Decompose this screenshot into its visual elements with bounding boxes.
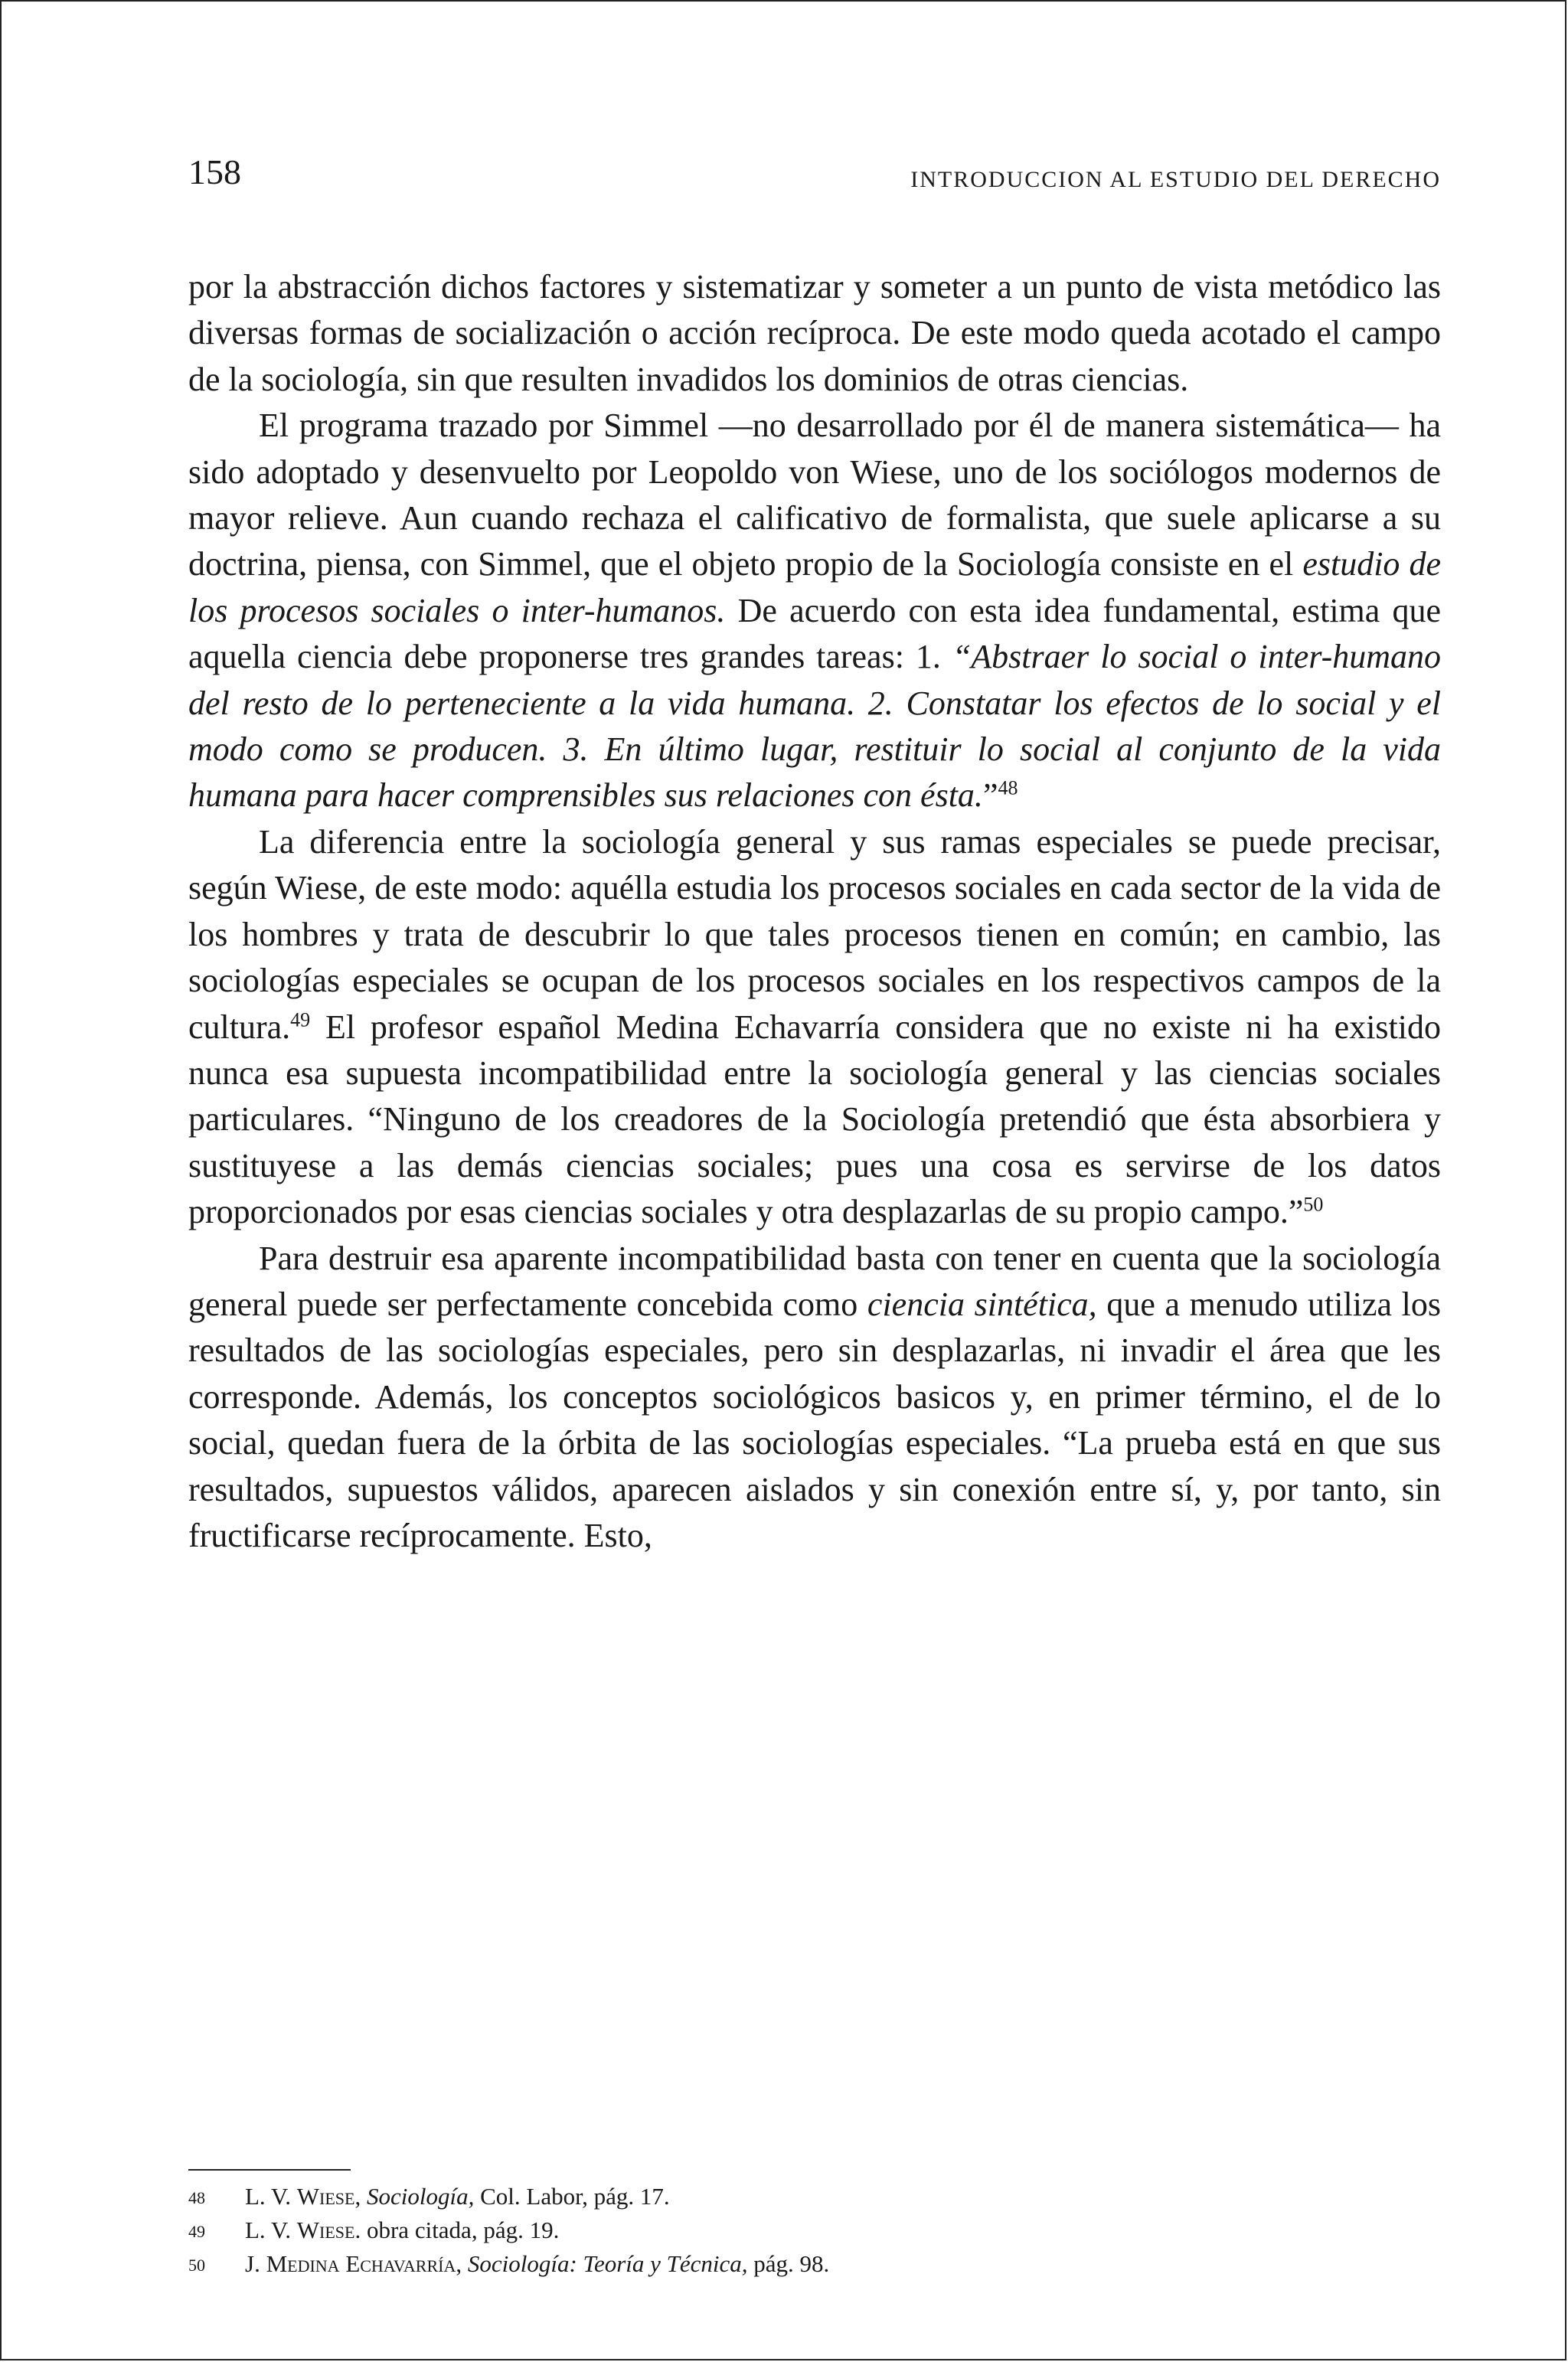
footnote-50 — [188, 2248, 1441, 2282]
footnote-text-a: L. V. — [245, 2217, 297, 2243]
footnote-text-c: pág. 98. — [747, 2250, 830, 2277]
body-text — [188, 264, 1441, 1559]
footnote-title: Sociología, — [366, 2183, 475, 2210]
footnote-text — [245, 2248, 829, 2282]
paragraph-4-text-c: que a menudo utiliza los resultados de las sociologías especiales, pero sin desplazarlas, ni invadir el área que les corresponde. Además, los conceptos sociológicos basicos y, en primer término, el de lo social, quedan fuera de la órbita de las sociologías especiales. “La prueba está en que sus resultados, supuestos válidos, aparecen aislados y sin conexión entre sí, y, por tanto, sin fructificarse recíprocamente. Esto, — [188, 1285, 1442, 1554]
footnote-48 — [188, 2181, 1441, 2214]
footnote-rule — [188, 2169, 351, 2171]
footnote-number: 48 — [188, 2188, 205, 2207]
paragraph-2 — [188, 403, 1441, 819]
footnote-text-a: L. V. — [245, 2183, 297, 2210]
paragraph-4-italic-b: ciencia sintética, — [867, 1285, 1097, 1323]
paragraph-3-text-b: El profesor español Medina Echavarría considera que no existe ni ha existido nunca esa supuesta incompatibilidad entre la sociología general y las ciencias sociales particulares. “Ninguno de los creadores de la Sociología pretendió que ésta absorbiera y sustituyese a las demás ciencias sociales; pues una cosa es servirse de los datos proporcionados por esas ciencias sociales y otra desplazarlas de su propio campo.” — [188, 1008, 1441, 1231]
page-header — [188, 152, 1441, 205]
footnote-text — [245, 2214, 559, 2248]
footnote-number: 49 — [188, 2222, 205, 2241]
paragraph-3-text-a: La diferencia entre la sociología general y sus ramas especiales se puede precisar, según Wiese, de este modo: aquélla estudia los procesos sociales en cada sector de la vida de los hombres y trata de descubrir lo que tales procesos tienen en común; en cambio, las sociologías especiales se ocupan de los procesos sociales en los respectivos campos de la cultura. — [188, 822, 1441, 1046]
footnote-text-b: , — [456, 2250, 468, 2277]
paragraph-2-quote: “Abstraer lo social o inter-humano del resto de lo perteneciente a la vida humana. 2. Constatar los efectos de lo social y el modo como se producen. 3. En último lugar, restituir lo social al conjunto de la vida humana para hacer comprensibles sus relaciones con ésta. — [188, 638, 1441, 815]
footnote-text-b: , — [354, 2183, 367, 2210]
paragraph-1: por la abstracción dichos factores y sistematizar y someter a un punto de vista metódico las diversas formas de socialización o acción recíproca. De este modo queda acotado el campo de la sociología, sin que resulten invadidos los dominios de otras ciencias. — [188, 268, 1441, 398]
running-title: INTRODUCCION AL ESTUDIO DEL DERECHO — [910, 167, 1441, 192]
paragraph-2-text-c: De acuerdo con esta idea fundamental, estima que aquella ciencia debe proponerse tres grandes tareas: 1. — [188, 591, 1442, 676]
footnote-author: Wiese — [296, 2183, 355, 2210]
paragraph-4-text-a: Para destruir esa aparente incompatibilidad basta con tener en cuenta que la sociología general puede ser perfectamente concebida como — [188, 1239, 1441, 1323]
paragraph-3 — [188, 819, 1441, 1236]
footnote-49 — [188, 2214, 1441, 2248]
paragraph-4 — [188, 1236, 1441, 1560]
footnote-text-c: Col. Labor, pág. 17. — [474, 2183, 670, 2210]
footnote-ref-48: 48 — [998, 776, 1018, 799]
footnote-text — [245, 2181, 670, 2214]
footnote-author: Wiese — [296, 2217, 355, 2243]
footnote-ref-50: 50 — [1303, 1193, 1324, 1216]
footnote-title: Sociología: Teoría y Técnica, — [467, 2250, 748, 2277]
paragraph-2-italic-b: estudio de los procesos sociales o inter-humanos. — [188, 545, 1441, 629]
footnotes — [188, 2181, 1441, 2282]
footnote-author: Medina Echavarría — [266, 2250, 456, 2277]
footnote-text-a: J. — [245, 2250, 266, 2277]
footnote-number: 50 — [188, 2256, 205, 2275]
paragraph-2-text-a: El programa trazado por Simmel —no desarrollado por él de manera sistemática— ha sido adoptado y desenvuelto por Leopoldo von Wiese, uno de los sociólogos modernos de mayor relieve. Aun cuando rechaza el calificativo de formalista, que suele aplicarse a su doctrina, piensa, con Simmel, que el objeto propio de la Sociología consiste en el — [188, 407, 1441, 583]
footnote-text-b: . obra citada, pág. 19. — [354, 2217, 560, 2243]
page-number: 158 — [188, 152, 241, 191]
paragraph-2-quote-close: ” — [982, 776, 998, 815]
footnote-ref-49: 49 — [290, 1008, 311, 1031]
